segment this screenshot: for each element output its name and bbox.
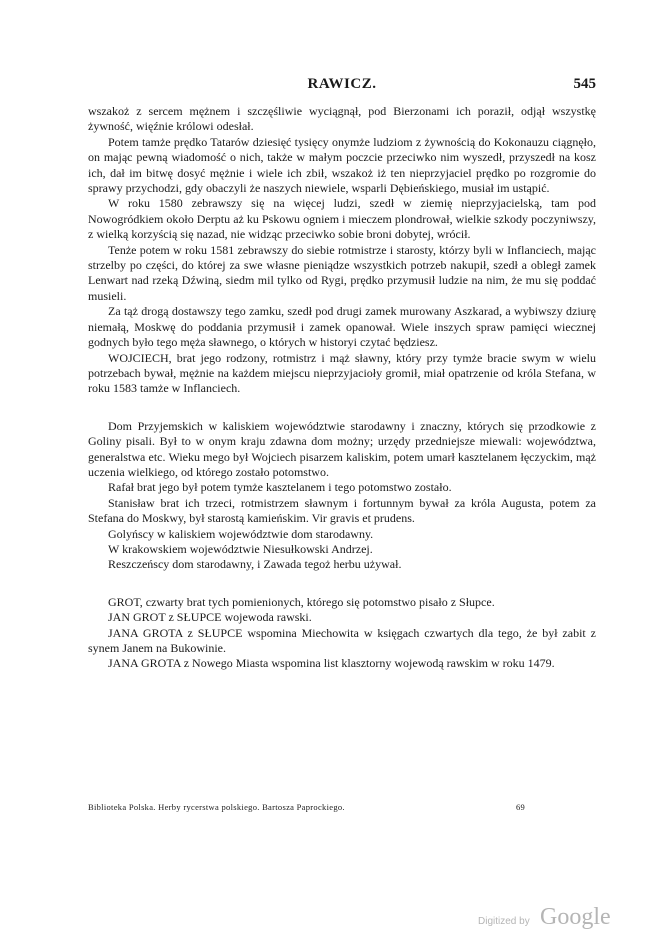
paragraph: JANA GROTA z SŁUPCE wspomina Miechowita w księgach czwartych dla tego, że był zabit z synem Janem na Bukowinie. [88, 625, 596, 655]
paragraph: Rafał brat jego był potem tymże kasztelanem i tego potomstwo zostało. [108, 480, 452, 495]
running-title: RAWICZ. [307, 76, 377, 92]
page-number: 545 [573, 76, 596, 92]
paragraph: W krakowskiem województwie Niesułkowski Andrzej. [108, 541, 373, 556]
body-text [88, 104, 596, 672]
paragraph: wszakoż z sercem mężnem i szczęśliwie wyciągnął, pod Bierzonami ich poraził, odjął wszystkę żywność, więźnie królowi odesłał. [88, 104, 596, 134]
paragraph: Tenże potem w roku 1581 zebrawszy do siebie rotmistrze i starosty, którzy byli w Inflanciech, mając strzelby po części, do której za swe własne pieniądze wszystkich potrzeb nakupił, szedł a obległ zamek Lenwart nad rzeką Dźwiną, siedm mil tylko od Rygi, prędko przymusił ludzie na nim, że mu się poddać musieli. [88, 242, 596, 303]
paragraph: Reszczeńscy dom starodawny, i Zawada tegoż herbu używał. [108, 557, 402, 572]
paragraph: Za tąż drogą dostawszy tego zamku, szedł pod drugi zamek murowany Aszkarad, a wybiwszy dziurę niemałą, Moskwę do poddania przymusił i zamek opanował. Wiele inszych spraw pamięci wiecznej godnych było tego męża sławnego, o których w historyi czytać będziesz. [88, 304, 596, 350]
signature-mark: 69 [516, 802, 526, 812]
paragraph: WOJCIECH, brat jego rodzony, rotmistrz i mąż sławny, który przy tymże bracie swym w wielu potrzebach bywał, mężnie na każdem miejscu nieprzyjacioły gromił, miał opatrzenie od króla Stefana, w roku 1583 tamże w Inflanciech. [88, 350, 596, 396]
paragraph: W roku 1580 zebrawszy się na więcej ludzi, szedł w ziemię nieprzyjacielską, tam pod Nowogródkiem około Derptu aż ku Pskowu ogniem i mieczem plondrował, wielkie szkody poczyniwszy, z wielką korzyścią się nazad, nie widząc przeciwko sobie broni dobytej, wrócił. [88, 196, 596, 242]
section-gap [88, 397, 596, 419]
digitization-watermark [478, 906, 628, 934]
footer-source-line: Biblioteka Polska. Herby rycerstwa polskiego. Bartosza Paprockiego. [88, 802, 345, 812]
watermark-brand: Google [540, 904, 611, 930]
paragraph: Golyńscy w kaliskiem województwie dom starodawny. [108, 526, 374, 541]
paragraph: JAN GROT z SŁUPCE wojewoda rawski. [108, 610, 312, 625]
page-header [88, 76, 596, 96]
paragraph: Potem tamże prędko Tatarów dziesięć tysięcy onymże ludziom z żywnością do Kokonauzu ciągnęło, on mając pewną wiadomość o nich, także w małym poczcie przeciwko nim wyszedł, przyszedł na kosz ich, dał im bitwę dosyć mężnie i wiele ich zbił, wszakoż iż ten nieprzyjaciel prędko po rozgromie do sprawy przychodzi, gdy obaczyli że naszych niewiele, wsparli Dębieńskiego, musiał im ustąpić. [88, 134, 596, 196]
watermark-prefix: Digitized by [478, 916, 530, 927]
section-gap [88, 573, 596, 595]
paragraph: GROT, czwarty brat tych pomienionych, którego się potomstwo pisało z Słupce. [108, 594, 495, 609]
paragraph: Dom Przyjemskich w kaliskiem województwie starodawny i znaczny, których się przodkowie z Goliny pisali. Był to w onym kraju zdawna dom możny; urzędy przedniejsze miewali: województwa, generalstwa etc. Wieku mego był Wojciech pisarzem kaliskim, potem umarł kasztelanem łęczyckim, mąż uczenia wielkiego, od którego zostało potomstwo. [88, 418, 596, 479]
page-footer [88, 802, 596, 812]
paragraph: JANA GROTA z Nowego Miasta wspomina list klasztorny wojewodą rawskim w roku 1479. [108, 656, 555, 671]
paragraph: Stanisław brat ich trzeci, rotmistrzem sławnym i fortunnym bywał za króla Augusta, potem za Stefana do Moskwy, był starostą kamieńskim. Vir gravis et prudens. [88, 495, 596, 526]
